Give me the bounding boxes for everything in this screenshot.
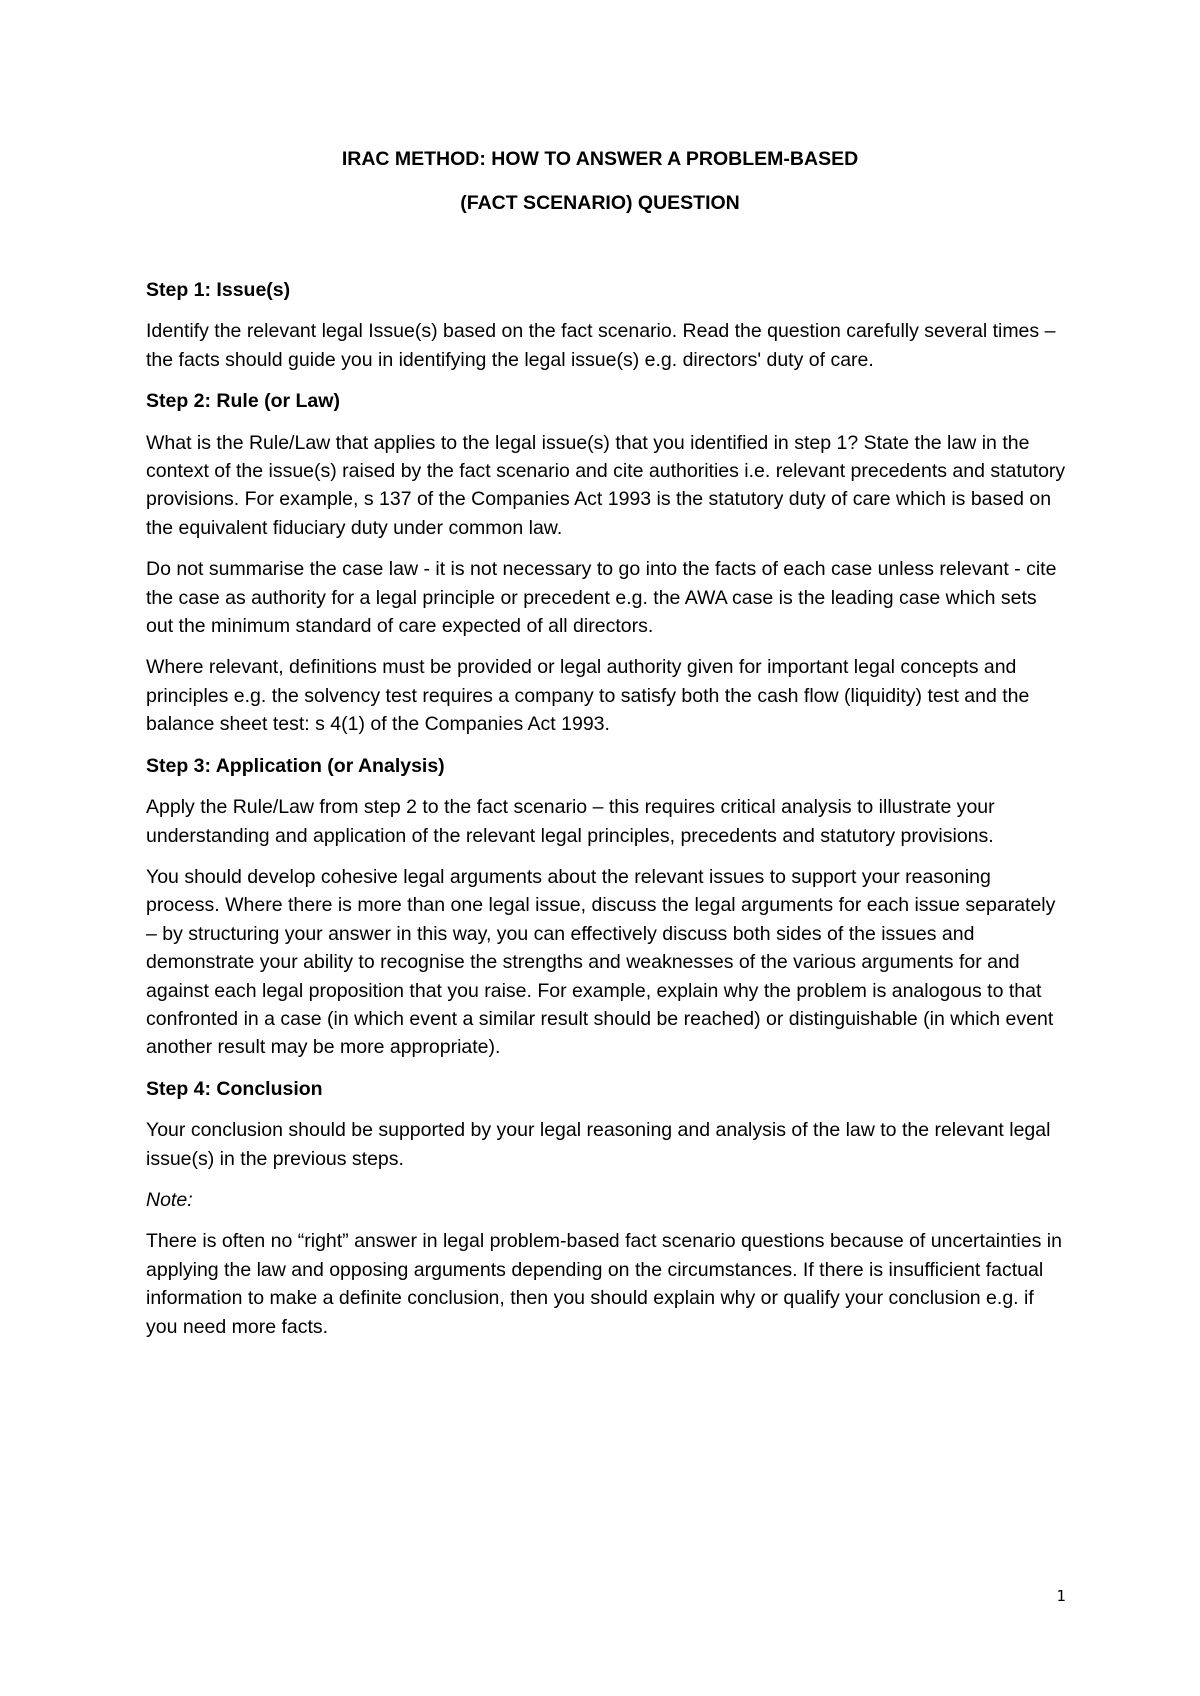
step-4-heading: Step 4: Conclusion: [146, 1077, 323, 1100]
document-title-line-2: (FACT SCENARIO) QUESTION: [460, 192, 740, 214]
page-number: 1: [1056, 1587, 1066, 1605]
step-3-paragraph-1: Apply the Rule/Law from step 2 to the fact scenario – this requires critical analysis to illustrate your understanding and application of the relevant legal principles, precedents and statutory provisions.: [146, 796, 995, 847]
step-3-paragraph-2: You should develop cohesive legal arguments about the relevant issues to support your reasoning process. Where there is more than one legal issue, discuss the legal arguments for each issue separately – by structuring your answer in this way, you can effectively discuss both sides of the issues and demonstrate your ability to recognise the strengths and weaknesses of the various arguments for and against each legal proposition that you raise. For example, explain why the problem is analogous to that confronted in a case (in which event a similar result should be reached) or distinguishable (in which event another result may be more appropriate).: [146, 865, 1056, 1059]
step-1-paragraph: Identify the relevant legal Issue(s) based on the fact scenario. Read the question carefully several times – the facts should guide you in identifying the legal issue(s) e.g. directors' duty of care.: [146, 320, 1056, 371]
note-paragraph: There is often no “right” answer in legal problem-based fact scenario questions because of uncertainties in applying the law and opposing arguments depending on the circumstances. If there is insufficient factual information to make a definite conclusion, then you should explain why or qualify your conclusion e.g. if you need more facts.: [146, 1230, 1062, 1338]
step-4-paragraph: Your conclusion should be supported by your legal reasoning and analysis of the law to the relevant legal issue(s) in the previous steps.: [146, 1119, 1051, 1170]
step-2-heading: Step 2: Rule (or Law): [146, 390, 340, 413]
note-label: Note:: [146, 1188, 193, 1211]
step-2-paragraph-1: What is the Rule/Law that applies to the legal issue(s) that you identified in step 1? State the law in the context of the issue(s) raised by the fact scenario and cite authorities i.e. relevant precedents and statutory provisions. For example, s 137 of the Companies Act 1993 is the statutory duty of care which is based on the equivalent fiduciary duty under common law.: [146, 431, 1066, 539]
step-3-heading: Step 3: Application (or Analysis): [146, 754, 445, 777]
document-title-line-1: IRAC METHOD: HOW TO ANSWER A PROBLEM-BASED: [341, 148, 859, 170]
step-1-heading: Step 1: Issue(s): [146, 279, 291, 301]
step-2-paragraph-2: Do not summarise the case law - it is not necessary to go into the facts of each case unless relevant - cite the case as authority for a legal principle or precedent e.g. the AWA case is the leading case which sets out the minimum standard of care expected of all directors.: [146, 558, 1057, 638]
document-body: [146, 276, 1066, 1354]
step-2-paragraph-3: Where relevant, definitions must be provided or legal authority given for important legal concepts and principles e.g. the solvency test requires a company to satisfy both the cash flow (liquidity) test and the balance sheet test: s 4(1) of the Companies Act 1993.: [146, 656, 1030, 736]
